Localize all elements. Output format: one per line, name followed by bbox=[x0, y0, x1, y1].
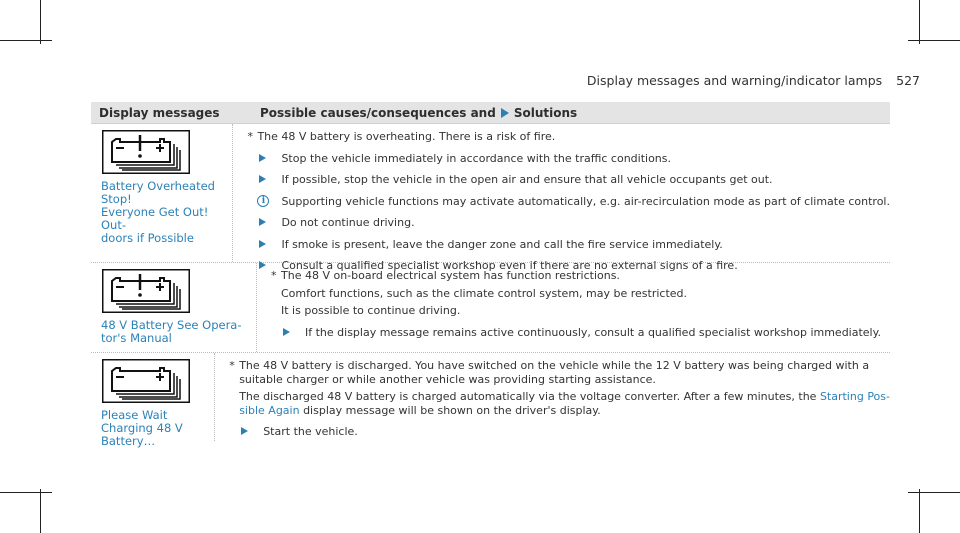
table-header bbox=[91, 102, 890, 124]
display-message-link[interactable]: sible Again bbox=[239, 403, 300, 417]
col-header-causes: Possible causes/consequences and bbox=[260, 105, 496, 120]
col-header-solutions: Solutions bbox=[513, 105, 578, 120]
message-cell bbox=[91, 124, 233, 262]
cause-text: sible Again display message will be shown on the driver's display. bbox=[239, 403, 601, 417]
crop-mark bbox=[0, 40, 52, 41]
cause-text: * The 48 V on-board electrical system has function restrictions. bbox=[271, 269, 890, 283]
battery-warning-icon bbox=[102, 269, 190, 313]
display-message-link[interactable]: Starting Pos- bbox=[819, 390, 890, 403]
battery-warning-icon bbox=[102, 130, 190, 174]
battery-icon bbox=[102, 359, 190, 403]
cause-text: * The 48 V battery is discharged. You have switched on the vehicle while the 12 V battery was being charged with a bbox=[229, 359, 890, 373]
section-title: Display messages and warning/indicator lamps bbox=[586, 73, 883, 88]
crop-mark bbox=[40, 489, 41, 533]
cause-text: The discharged 48 V battery is charged automatically via the voltage converter. After a few minutes, the Starting Pos- bbox=[239, 390, 890, 403]
message-cell bbox=[91, 353, 215, 448]
solution-step: If smoke is present, leave the danger zone and call the fire service immediately. bbox=[247, 238, 890, 252]
arrow-right-icon bbox=[259, 240, 266, 248]
solution-step: Consult a qualified specialist workshop even if there are no external signs of a fire. bbox=[247, 259, 890, 273]
table-row bbox=[91, 124, 890, 272]
solution-step: Start the vehicle. bbox=[229, 425, 890, 439]
crop-mark bbox=[908, 40, 960, 41]
crop-mark bbox=[908, 492, 960, 493]
display-message-label: Battery Overheated Stop! Everyone Get Out! Out- doors if Possible bbox=[101, 179, 215, 245]
arrow-right-icon bbox=[259, 218, 266, 226]
crop-mark bbox=[0, 492, 52, 493]
table-row bbox=[91, 263, 890, 353]
arrow-right-icon bbox=[241, 427, 248, 435]
cause-text: Comfort functions, such as the climate control system, may be restricted. bbox=[281, 286, 688, 300]
col-header-causes-solutions bbox=[257, 106, 890, 120]
arrow-right-icon bbox=[501, 108, 509, 118]
display-messages-table bbox=[91, 102, 890, 448]
crop-mark bbox=[40, 0, 41, 44]
running-header bbox=[587, 73, 920, 88]
crop-mark bbox=[919, 489, 920, 533]
display-message-label: Please Wait Charging 48 V Battery… bbox=[101, 408, 183, 448]
arrow-right-icon bbox=[259, 154, 266, 162]
col-header-display-messages: Display messages bbox=[99, 105, 220, 120]
arrow-right-icon bbox=[283, 328, 290, 336]
table-row bbox=[91, 353, 890, 448]
solutions-cell bbox=[215, 353, 890, 441]
solution-step: If possible, stop the vehicle in the open air and ensure that all vehicle occupants get out. bbox=[247, 173, 890, 187]
crop-mark bbox=[919, 0, 920, 44]
solution-step: Stop the vehicle immediately in accordance with the traffic conditions. bbox=[247, 152, 890, 166]
info-note: i Supporting vehicle functions may activate automatically, e.g. air-recirculation mode as part of climate control. bbox=[247, 195, 890, 209]
arrow-right-icon bbox=[259, 261, 266, 269]
page-number: 527 bbox=[896, 73, 920, 88]
display-message-label: 48 V Battery See Opera- tor's Manual bbox=[101, 318, 242, 345]
solution-step: If the display message remains active continuously, consult a qualified specialist workshop immediately. bbox=[271, 326, 890, 340]
cause-text: It is possible to continue driving. bbox=[281, 304, 461, 317]
message-cell bbox=[91, 263, 257, 352]
cause-text: suitable charger or while another vehicle was providing starting assistance. bbox=[239, 372, 656, 386]
solution-step: Do not continue driving. bbox=[247, 216, 890, 230]
cause-text: * The 48 V battery is overheating. There is a risk of fire. bbox=[247, 130, 890, 144]
solutions-cell bbox=[233, 124, 890, 272]
arrow-right-icon bbox=[259, 175, 266, 183]
info-icon: i bbox=[257, 195, 269, 207]
solutions-cell bbox=[257, 263, 890, 352]
